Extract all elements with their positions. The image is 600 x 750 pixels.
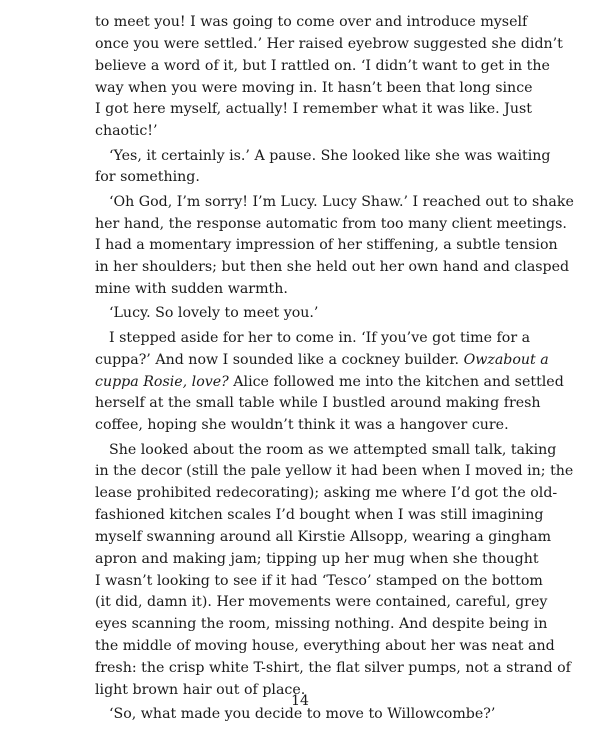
- text-line: ‘So, what made you decide to move to Willowcombe?’: [109, 706, 496, 723]
- text-line: the middle of moving house, everything about her was neat and: [95, 638, 555, 655]
- text-line: I had a momentary impression of her stiffening, a subtle tension: [95, 237, 558, 254]
- paragraph: [95, 146, 551, 190]
- text-line: herself at the small table while I bustled around making fresh: [95, 395, 541, 412]
- text-line: I stepped aside for her to come in. ‘If you’ve got time for a: [109, 329, 531, 346]
- text-line: for something.: [95, 169, 200, 186]
- text-line: ‘Yes, it certainly is.’ A pause. She looked like she was waiting: [109, 147, 551, 164]
- text-line: her hand, the response automatic from too many client meetings.: [95, 215, 567, 232]
- text-line: cuppa Rosie, love? Alice followed me into the kitchen and settled: [95, 373, 564, 390]
- text-line: in her shoulders; but then she held out her own hand and clasped: [95, 259, 570, 276]
- text-line: I wasn’t looking to see if it had ‘Tesco’ stamped on the bottom: [95, 572, 543, 589]
- text-line: fresh: the crisp white T-shirt, the flat silver pumps, not a strand of: [95, 659, 571, 676]
- text-line: lease prohibited redecorating); asking me where I’d got the old-: [95, 485, 558, 502]
- text-line: believe a word of it, but I rattled on. ‘I didn’t want to get in the: [95, 57, 550, 74]
- page-number: 14: [291, 693, 309, 709]
- paragraph: [95, 328, 564, 437]
- text-line: in the decor (still the pale yellow it had been when I moved in; the: [95, 463, 574, 480]
- paragraph: [95, 192, 574, 301]
- text-line: light brown hair out of place.: [95, 681, 306, 698]
- text-line: fashioned kitchen scales I’d bought when I was still imagining: [95, 507, 544, 524]
- text-line: (it did, damn it). Her movements were contained, careful, grey: [95, 594, 548, 611]
- paragraph: [95, 440, 574, 702]
- text-line: once you were settled.’ Her raised eyebrow suggested she didn’t: [95, 35, 563, 52]
- text-line: I got here myself, actually! I remember what it was like. Just: [95, 101, 532, 118]
- text-line: way when you were moving in. It hasn’t been that long since: [95, 79, 533, 96]
- text-line: ‘Lucy. So lovely to meet you.’: [109, 305, 319, 322]
- text-line: coffee, hoping she wouldn’t think it was a hangover cure.: [95, 417, 509, 434]
- text-line: She looked about the room as we attempted small talk, taking: [109, 441, 557, 458]
- paragraph: [95, 303, 505, 325]
- text-line: mine with sudden warmth.: [95, 281, 288, 298]
- text-line: apron and making jam; tipping up her mug when she thought: [95, 550, 539, 567]
- text-line: eyes scanning the room, missing nothing. And despite being in: [95, 616, 548, 633]
- body-text: [95, 12, 574, 726]
- text-line: chaotic!’: [95, 123, 158, 140]
- text-line: myself swanning around all Kirstie Allsopp, wearing a gingham: [95, 528, 552, 545]
- text-line: to meet you! I was going to come over and introduce myself: [95, 14, 528, 30]
- text-line: ‘Oh God, I’m sorry! I’m Lucy. Lucy Shaw.’ I reached out to shake: [109, 193, 574, 210]
- paragraph: [95, 12, 563, 143]
- text-line: cuppa?’ And now I sounded like a cockney builder. Owzabout a: [95, 351, 549, 368]
